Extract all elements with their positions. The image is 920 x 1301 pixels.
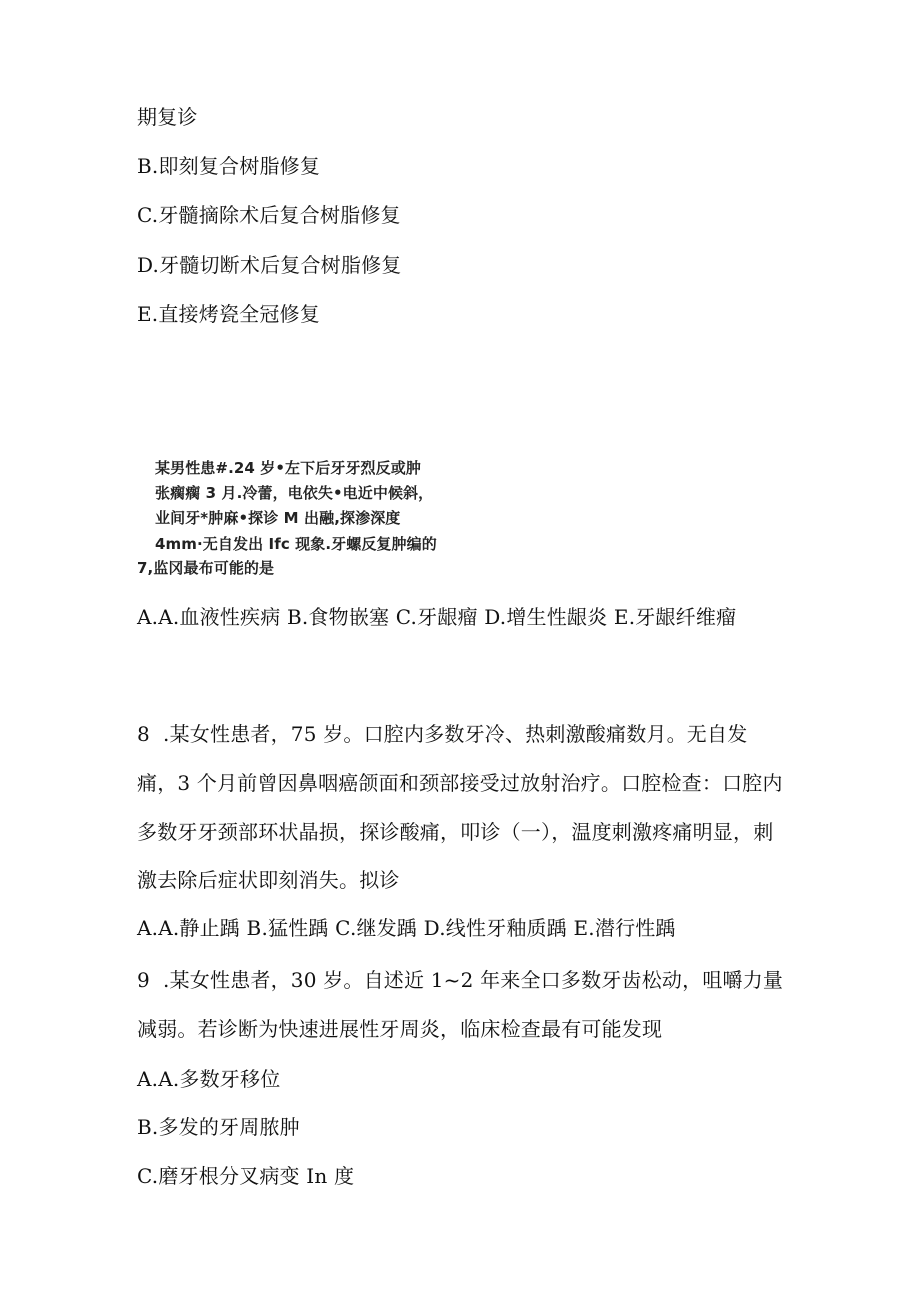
question-9-option-a: A.A.多数牙移位: [137, 1067, 281, 1091]
answer-options-line: A.A.血液性疾病 B.食物嵌塞 C.牙龈瘤 D.增生性龈炎 E.牙龈纤维瘤: [137, 605, 737, 629]
scanned-question-stem: 7,监冈最布可能的是: [137, 559, 275, 577]
question-8-line: 痛，3 个月前曾因鼻咽癌颌面和颈部接受过放射治疗。口腔检查：口腔内: [137, 771, 783, 795]
question-8-options: A.A.静止踽 B.猛性踽 C.继发踽 D.线性牙釉质踽 E.潜行性踽: [137, 916, 676, 940]
option-b: B.即刻复合树脂修复: [137, 154, 321, 178]
scanned-question-line: 业间牙*肿麻•探诊 M 出融,探渗深度: [155, 509, 401, 527]
text-line: 期复诊: [137, 105, 198, 129]
question-8-line: 8 .某女性患者，75 岁。口腔内多数牙冷、热刺激酸痛数月。无自发: [137, 722, 748, 746]
scanned-question-line: 某男性患#.24 岁•左下后牙牙烈反或肿: [155, 459, 421, 477]
scanned-question-line: 张瘸瘸 3 月.冷蕾，电依失•电近中候斜，: [155, 484, 434, 502]
question-9-line: 9 .某女性患者，30 岁。自述近 1~2 年来全口多数牙齿松动，咀嚼力量: [137, 968, 784, 992]
option-e: E.直接烤瓷全冠修复: [137, 302, 320, 326]
question-9-option-b: B.多发的牙周脓肿: [137, 1115, 300, 1139]
question-8-line: 激去除后症状即刻消失。拟诊: [137, 868, 400, 892]
scanned-question-line: 4mm·无自发出 Ifc 现象.牙螺反复肿编的: [155, 535, 437, 553]
question-9-option-c: C.磨牙根分叉病变 In 度: [137, 1164, 355, 1188]
option-d: D.牙髓切断术后复合树脂修复: [137, 253, 402, 277]
question-9-line: 减弱。若诊断为快速进展性牙周炎，临床检查最有可能发现: [137, 1017, 663, 1041]
option-c: C.牙髓摘除术后复合树脂修复: [137, 203, 401, 227]
question-8-line: 多数牙牙颈部环状晶损，探诊酸痛，叩诊（一），温度刺激疼痛明显，刺: [137, 820, 774, 844]
